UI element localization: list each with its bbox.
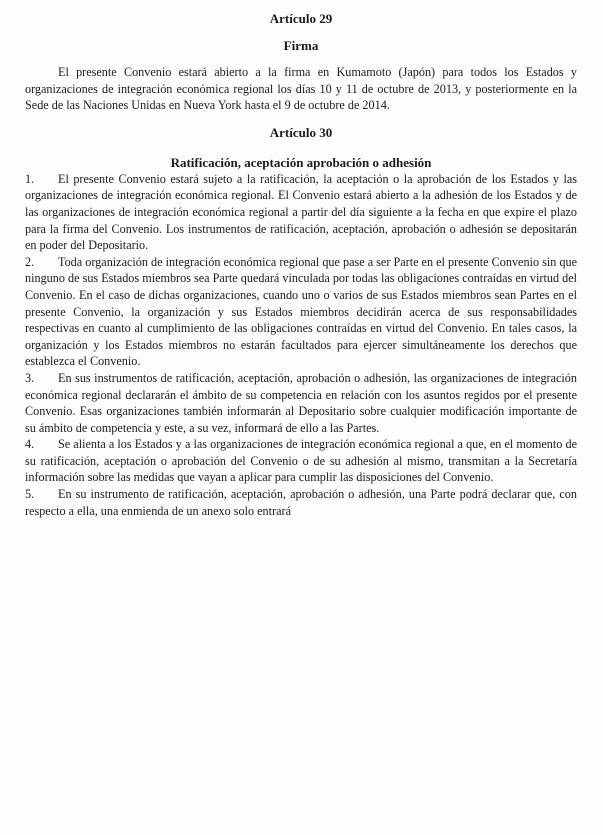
paragraph-text: El presente Convenio estará sujeto a la ratificación, la aceptación o la aprobación de los Estados y las organizaciones de integración económica regional. El Convenio estará abierto a la adhesión de los Estados y de las organizaciones de integración económica regional a partir del día siguiente a la fecha en que expire el plazo para la firma del Convenio. Los instrumentos de ratificación, aceptación, aprobación o adhesión se depositarán en poder del Depositario. — [25, 171, 577, 253]
paragraph-number: 4. — [25, 437, 35, 452]
article-30-subheading: Ratificación, aceptación aprobación o adhesión — [170, 154, 432, 170]
paragraph-1 — [25, 171, 577, 254]
paragraph-2 — [25, 254, 577, 370]
paragraph-3 — [25, 370, 577, 436]
article-30-heading: Artículo 30 — [269, 124, 333, 140]
paragraph-text: En su instrumento de ratificación, aceptación, aprobación o adhesión, una Parte podrá declarar que, con respecto a ella, una enmienda de un anexo solo entrará — [25, 487, 577, 518]
paragraph-number: 2. — [25, 254, 35, 269]
paragraph-text: Toda organización de integración económica regional que pase a ser Parte en el presente Convenio sin que ninguno de sus Estados miembros sea Parte quedará vinculada por todas las obligaciones contraídas en virtud del Convenio. En el caso de dichas organizaciones, cuando uno o varios de sus Estados miembros sean Partes en el presente Convenio, la organización y sus Estados miembros decidirán acerca de sus responsabilidades respectivas en cuanto al cumplimiento de las obligaciones contraídas en virtud del Convenio. En tales casos, la organización y los Estados miembros no estarán facultados para ejercer simultáneamente los derechos que establezca el Convenio. — [25, 254, 577, 369]
paragraph-number: 3. — [25, 370, 35, 385]
paragraph-text: En sus instrumentos de ratificación, aceptación, aprobación o adhesión, las organizaciones de integración económica regional declararán el ámbito de su competencia en relación con los asuntos regidos por el presente Convenio. Esas organizaciones también informarán al Depositario sobre cualquier modificación importante de su ámbito de competencia y este, a su vez, informará de ello a las Partes. — [25, 370, 577, 435]
article-29-subheading: Firma — [283, 38, 319, 53]
paragraph-4 — [25, 436, 577, 486]
article-29-heading: Artículo 29 — [269, 11, 333, 26]
paragraph-number: 1. — [25, 171, 35, 186]
paragraph-text: Se alienta a los Estados y a las organizaciones de integración económica regional a que, en el momento de su ratificación, aceptación o aprobación del Convenio o de su adhesión al mismo, transmitan a la Secretaría información sobre las medidas que vayan a aplicar para cumplir las disposiciones del Convenio. — [25, 437, 577, 485]
paragraph-5 — [25, 486, 577, 519]
paragraph-number: 5. — [25, 487, 35, 502]
article-29-text: El presente Convenio estará abierto a la firma en Kumamoto (Japón) para todos los Estados y organizaciones de integración económica regional los días 10 y 11 de octubre de 2013, y posteriormente en la Sede de las Naciones Unidas en Nueva York hasta el 9 de octubre de 2014. — [25, 65, 577, 113]
